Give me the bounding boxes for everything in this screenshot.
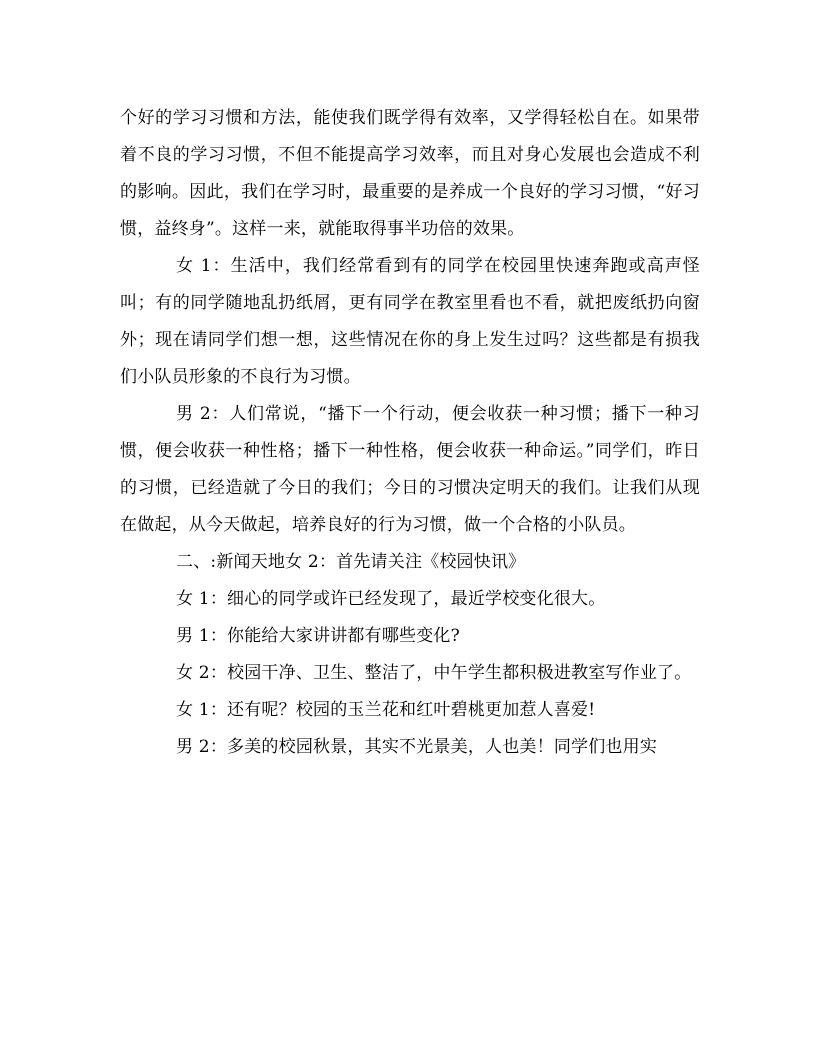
paragraph-girl1-campus-behavior: 女 1：生活中，我们经常看到有的同学在校园里快速奔跑或高声怪叫；有的同学随地乱扔纸屑，更有同学在教室里看也不看，就把废纸扔向窗外；现在请同学们想一想，这些情况在你的身上发生过吗？这些都是有损我们小队员形象的不良行为习惯。	[120, 256, 700, 387]
paragraph-girl1-flowers: 女 1：还有呢？校园的玉兰花和红叶碧桃更加惹人喜爱!	[176, 700, 596, 720]
paragraph-boy1-question: 男 1：你能给大家讲讲都有哪些变化?	[176, 626, 460, 646]
paragraph-girl1-school-changes: 女 1：细心的同学或许已经发现了，最近学校变化很大。	[176, 589, 606, 609]
paragraph-news-section-heading: 二、:新闻天地女 2：首先请关注《校园快讯》	[176, 552, 526, 572]
paragraph-girl2-clean-campus: 女 2：校园干净、卫生、整洁了，中午学生都积极进教室写作业了。	[176, 663, 692, 683]
paragraph-study-habits: 个好的学习习惯和方法，能使我们既学得有效率，又学得轻松自在。如果带着不良的学习习惯，不但不能提高学习效率，而且对身心发展也会造成不利的影响。因此，我们在学习时，最重要的是养成一个良好的学习习惯，“好习惯，益终身”。这样一来，就能取得事半功倍的效果。	[120, 108, 700, 239]
paragraph-boy2-habit-quote: 男 2：人们常说，“播下一个行动，便会收获一种习惯；播下一种习惯，便会收获一种性格；播下一种性格，便会收获一种命运。”同学们，昨日的习惯，已经造就了今日的我们；今日的习惯决定明天的我们。让我们从现在做起，从今天做起，培养良好的行为习惯，做一个合格的小队员。	[120, 404, 700, 535]
paragraph-boy2-autumn-scene: 男 2：多美的校园秋景，其实不光景美，人也美！同学们也用实	[176, 737, 658, 757]
document-page	[120, 100, 700, 766]
